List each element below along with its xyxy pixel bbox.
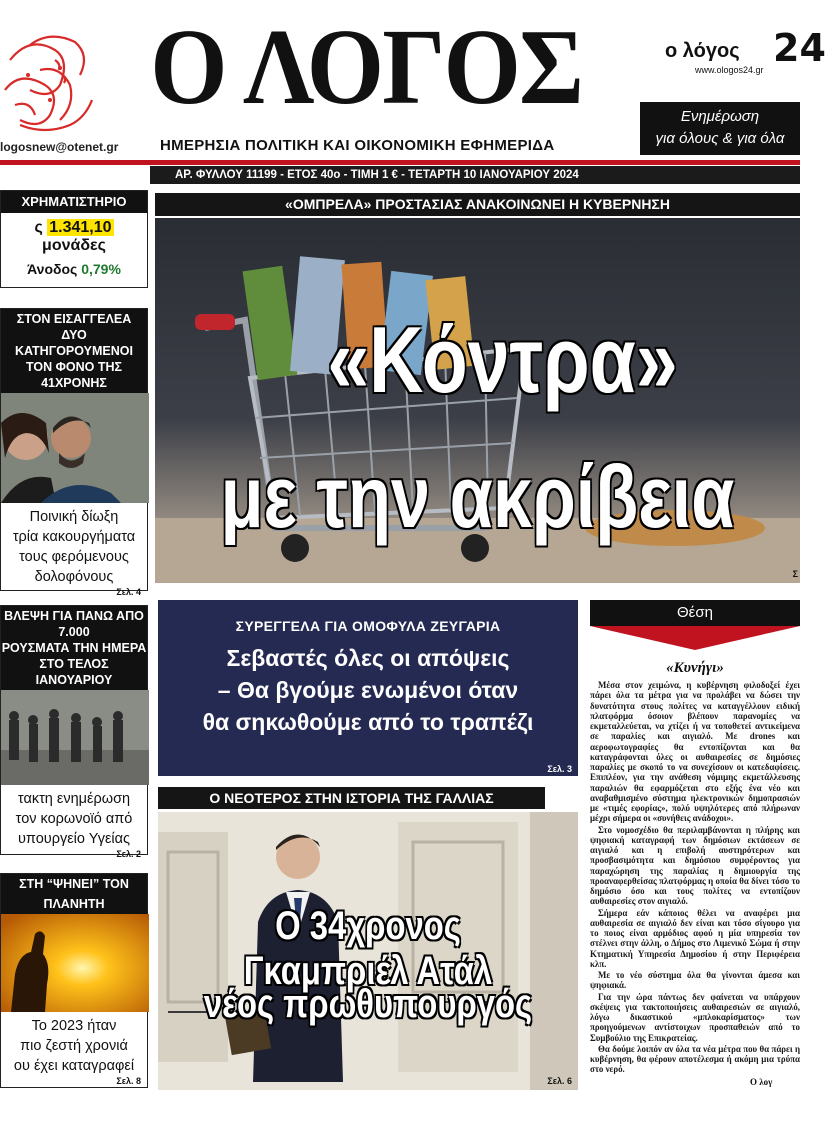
stock-unit: μονάδες [42, 237, 106, 254]
editorial-paragraph: Θα δούμε λοιπόν αν όλα τα νέα μέτρα που θα πάρει η κυβέρνηση, θα φέρουν αποτέλεσμα ή ακόμη μια τρύπα στο νερό. [590, 1043, 800, 1075]
lead-headline-line-2: με την ακρίβεια [220, 447, 735, 546]
story-attal-banner: Ο ΝΕΟΤΕΡΟΣ ΣΤΗΝ ΙΣΤΟΡΙΑ ΤΗΣ ΓΑΛΛΙΑΣ [158, 787, 545, 809]
editorial-paragraph: Με το νέο σύστημα όλα θα γίνονται άμεσα και ψηφιακά. [590, 970, 800, 991]
lead-headline-line-1: «Κόντρα» [327, 307, 678, 412]
story-heading [1, 606, 147, 690]
editorial-signature: Ο λογ [750, 1077, 773, 1087]
stock-change-label: Άνοδος [27, 261, 78, 277]
stock-change-value: 0,79% [81, 261, 121, 277]
editorial-section-heading: Θέση [590, 600, 800, 626]
stock-prefix: ς [34, 219, 43, 236]
headline-line: θα σηκωθούμε από το τραπέζι [202, 709, 534, 735]
text-line: δολοφόνους [34, 569, 114, 585]
text-line: τους φερόμενους [19, 549, 129, 565]
newspaper-subtitle: ΗΜΕΡΗΣΙΑ ΠΟΛΙΤΙΚΗ ΚΑΙ ΟΙΚΟΝΟΜΙΚΗ ΕΦΗΜΕΡΙΔΑ [160, 137, 555, 154]
story-kicker: ΣΥΡΕΓΓΕΛΑ ΓΙΑ ΟΜΟΦΥΛΑ ΖΕΥΓΑΡΙΑ [235, 618, 501, 634]
heading-line: ΒΛΕΨΗ ΓΙΑ ΠΑΝΩ ΑΠΟ 7.000 [4, 609, 144, 639]
logos24-url: www.ologos24.gr [695, 65, 764, 75]
logos24-brand: ο λόγος [665, 40, 740, 62]
logos24-logo [665, 26, 826, 75]
story-headline-line-2: νέος πρωθυπουργός [203, 982, 533, 1026]
promo-box [640, 102, 800, 155]
story-text [1, 785, 147, 849]
stock-heading: ΧΡΗΜΑΤΙΣΤΗΡΙΟ [1, 191, 147, 213]
editorial-body [590, 680, 800, 1092]
editorial-paragraph: Στο νομοσχέδιο θα περιλαμβάνονται η πλήρης και ψηφιακή καταγραφή των δημόσιων εκτάσεων σε αιγιαλό και η επιβολή αυστηρότερων και προσβασιμότητα και δημόσιου συμφέροντος για παραχώρηση της παραλίας η δημιουργία της προαναφερθείσας πλατφόρμας η οποία θα δίνει τόσο το δημόσιο όσο και τους πολίτες να εντοπίζουν αυθαιρεσίες στον αιγιαλό. [590, 824, 800, 907]
contact-email: logosnew@otenet.gr [0, 140, 119, 154]
logos24-number: 24 [773, 26, 826, 70]
sidebar-story-prosecutor[interactable] [0, 308, 148, 597]
lead-story-banner: «ΟΜΠΡΕΛΑ» ΠΡΟΣΤΑΣΙΑΣ ΑΝΑΚΟΙΝΩΝΕΙ Η ΚΥΒΕΡΝΗΣΗ [155, 193, 800, 216]
stock-value: 1.341,10 [49, 219, 112, 236]
heading-line: ΣΤΟ ΤΕΛΟΣ ΙΑΝΟΥΑΡΙΟΥ [35, 657, 113, 687]
story-text [1, 1012, 147, 1076]
text-line: Το 2023 ήταν [31, 1018, 117, 1034]
story-photo-crowd [1, 690, 147, 785]
story-same-sex-couples[interactable] [158, 600, 578, 776]
lead-story-photo[interactable] [155, 218, 800, 583]
promo-line-2: για όλους & για όλα [655, 130, 785, 147]
story-photo-couple [1, 393, 147, 503]
editorial-paragraph: Σήμερα εάν κάποιος θέλει να αναφέρει μια αυθαιρεσία σε αιγιαλό δεν είναι και τόσο σίγουρο για το ποιος είναι αρμόδιος αφού η μία υπηρεσία τον στέλνει στην άλλη, ο Δήμος στο Λιμενικό Σώμα ή στην Κτηματική Υπηρεσία Δημοσίου ή στην Περιφέρεια κλπ. [590, 907, 800, 969]
page-reference: Σελ. 6 [547, 1076, 572, 1086]
heading-line: ΤΟΝ ΦΟΝΟ ΤΗΣ 41ΧΡΟΝΗΣ [25, 360, 122, 390]
stock-index-value [1, 213, 147, 257]
editorial-divider-triangle [590, 626, 800, 650]
editorial-paragraph: Μέσα στον χειμώνα, η κυβέρνηση φιλοδοξεί έχει πάρει όλα τα μέτρα για να προλάβει να δώσει την δυνατότητα στους πολίτες να καταγγέλλουν ειδική πλατφόρμα όσοιον βλέπουν παρανομίες να εκμεταλλεύεται, να χτίζει ή να τοποθετεί αντικείμενα σε παραλίες και αιγιαλό. Με drones και αεροφωτογραφίες θα εντοπίζονται και θα καταγράφονται όλες οι αυθαιρεσίες σε δημόσιες παραλίες με σκοπό το να συνεχίσουν οι κατεδαφίσεις. Επιπλέον, για την ανάθεση νόμιμης εκμετάλλευσης παραλιών θα εφαρμόζεται στο εξής ένα νέο και αναβαθμισμένο σύστημα ηλεκτρονικών δημοπρασιών με «τιμές εφορίας», πολύ υψηλότερες από πλήρωναν μέχρι σήμερα οι «συνήθεις ανάδοχοι». [590, 680, 800, 824]
story-heading [1, 309, 147, 393]
page-reference: Σελ. 2 [116, 849, 141, 859]
page-reference: Σελ. 3 [547, 764, 572, 774]
editorial-paragraph: Για την ώρα πάντως δεν φαίνεται να υπάρχουν σκέψεις για τακτοποιήσεις αυθαιρεσιών σε αιγιαλό, λόγω δικαστικού «μπλοκαρίσματος» των προηγούμενων αντίστοιχων προσπαθειών από το Συμβούλιο της Επικρατείας. [590, 991, 800, 1043]
text-line: τακτη ενημέρωση [17, 791, 131, 807]
text-line: τρία κακουργήματα [12, 529, 136, 545]
masthead-logo-illustration [0, 30, 98, 140]
newspaper-title: Ο ΛΟΓΟΣ [150, 8, 583, 127]
sidebar-story-climate[interactable] [0, 873, 148, 1088]
editorial-title: «Κυνήγι» [666, 660, 724, 676]
headline-line: – Θα βγούμε ενωμένοι όταν [217, 677, 519, 703]
story-headline-line-1: Ο 34χρονος Γκαμπριέλ Ατάλ [243, 904, 493, 993]
heading-line: ΣΤΟΝ ΕΙΣΑΓΓΕΛΕΑ [16, 312, 132, 326]
page-reference: Σ [792, 569, 798, 579]
headline-line: Σεβαστές όλες οι απόψεις [226, 645, 510, 671]
story-headline [158, 642, 578, 738]
text-line: πιο ζεστή χρονιά [20, 1038, 128, 1054]
stock-market-box [0, 190, 148, 288]
masthead-divider [0, 160, 800, 165]
text-line: τον κορωνοϊό από [15, 811, 133, 827]
text-line: ου έχει καταγραφεί [13, 1058, 135, 1074]
text-line: Ποινική δίωξη [29, 509, 119, 525]
story-text [1, 503, 147, 587]
story-photo-sun [1, 914, 147, 1012]
issue-info-bar: ΑΡ. ΦΥΛΛΟΥ 11199 - ΕΤΟΣ 40ο - ΤΙΜΗ 1 € - ΤΕΤΑΡΤΗ 10 ΙΑΝΟΥΑΡΙΟΥ 2024 [150, 166, 800, 184]
sidebar-story-covid[interactable] [0, 605, 148, 859]
stock-change [1, 257, 147, 283]
story-heading: ΣΤΗ “ΨΗΝΕΙ” ΤΟΝ ΠΛΑΝΗΤΗ [1, 874, 147, 914]
page-reference: Σελ. 4 [116, 587, 141, 597]
heading-line: ΡΟΥΣΜΑΤΑ ΤΗΝ ΗΜΕΡΑ [1, 641, 147, 655]
page-reference: Σελ. 8 [116, 1076, 141, 1086]
promo-line-1: Ενημέρωση [680, 108, 760, 125]
heading-line: ΔΥΟ ΚΑΤΗΓΟΡΟΥΜΕΝΟΙ [15, 328, 133, 358]
text-line: υπουργείο Υγείας [17, 831, 131, 847]
story-attal-photo[interactable] [158, 812, 578, 1090]
